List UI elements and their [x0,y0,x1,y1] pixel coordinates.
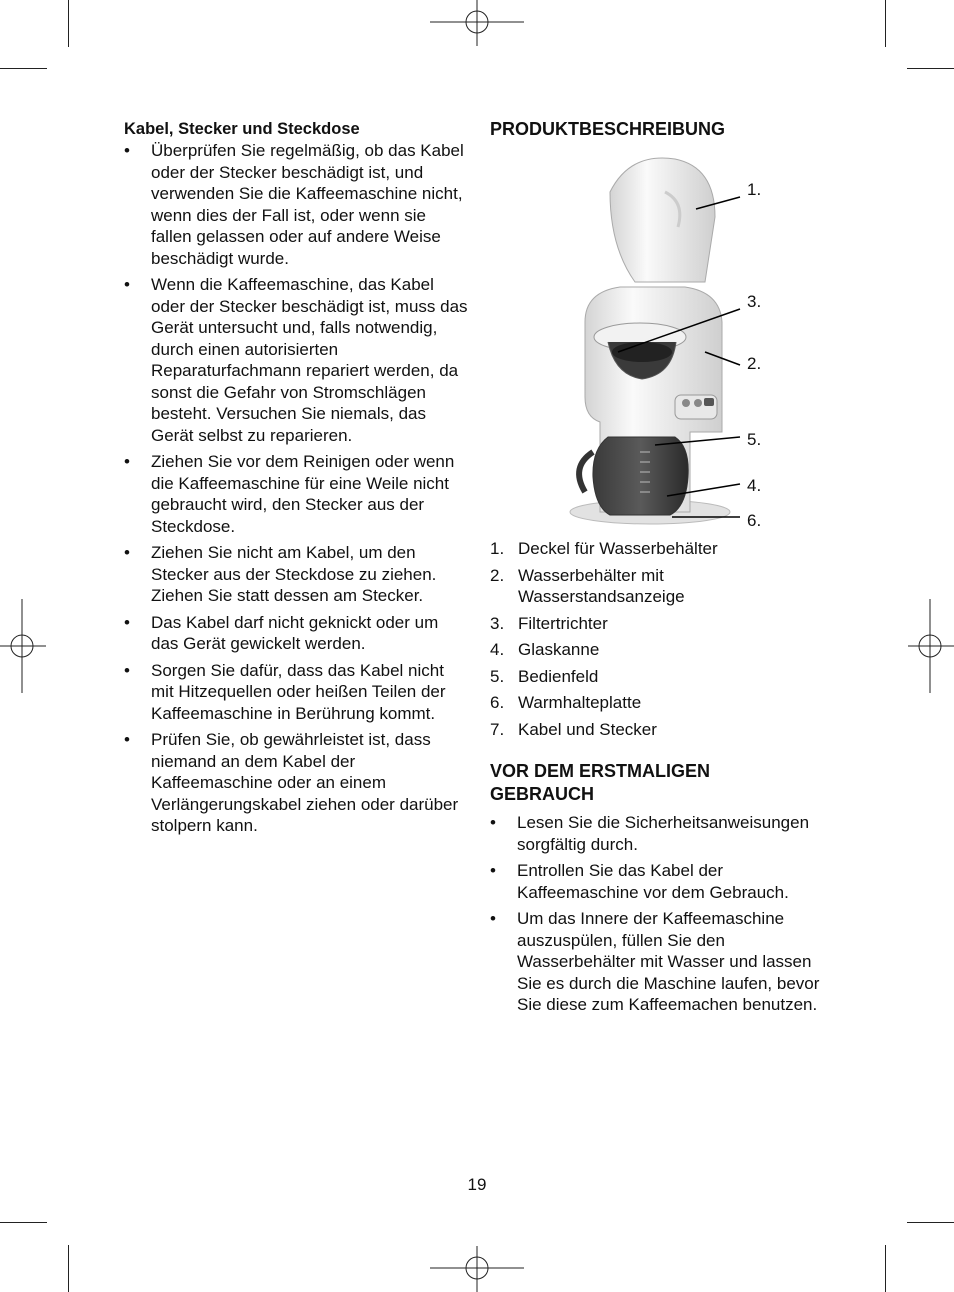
list-item: • Um das Innere der Kaffeemaschine auszuspülen, füllen Sie den Wasserbehälter mit Wasser und lassen Sie es durch die Maschine laufen, bevor Sie diese zum Kaffeemachen benutzen. [490,908,835,1016]
callout-label-6: 6. [747,511,762,530]
list-item: • Wenn die Kaffeemaschine, das Kabel oder der Stecker beschädigt ist, muss das Gerät untersucht und, falls notwendig, durch einen autorisierten Reparaturfachmann repariert werden, da sonst die Gefahr von Stromschlägen besteht. Versuchen Sie niemals, das Gerät selbst zu reparieren. [124,274,469,446]
section-heading-first-use: VOR DEM ERSTMALIGEN GEBRAUCH [490,761,711,804]
list-item: • Überprüfen Sie regelmäßig, ob das Kabel oder der Stecker beschädigt ist, und verwenden Sie die Kaffeemaschine nicht, wenn dies der Fall ist, oder wenn sie fallen gelassen oder auf andere Weise beschädigt wurde. [124,140,469,269]
list-item: 1. Deckel für Wasserbehälter [490,539,718,558]
crop-mark [907,68,954,69]
list-item: 6. Warmhalteplatte [490,693,642,712]
callout-label-4: 4. [747,476,762,495]
list-item: • Ziehen Sie vor dem Reinigen oder wenn die Kaffeemaschine für eine Weile nicht gebraucht wird, den Stecker aus der Steckdose. [124,451,469,537]
crop-mark [68,1245,69,1292]
registration-mark-right [906,599,954,693]
cable-bullet-list [124,140,469,837]
first-use-bullet-list [490,812,835,1016]
page-number: 19 [467,1175,487,1194]
registration-mark-bottom [430,1244,524,1292]
section-heading-product: PRODUKTBESCHREIBUNG [490,119,726,139]
list-item: 5. Bedienfeld [490,666,599,686]
parts-list [490,538,835,740]
section-heading-cable: Kabel, Stecker und Steckdose [124,120,360,138]
callout-label-1: 1. [747,180,762,199]
list-item: • Das Kabel darf nicht geknickt oder um das Gerät gewickelt werden. [124,612,469,655]
list-item: 7. Kabel und Stecker [490,719,657,739]
crop-mark [0,1222,47,1223]
callout-label-5: 5. [747,430,762,449]
list-item: • Prüfen Sie, ob gewährleistet ist, dass niemand an dem Kabel der Kaffeemaschine oder an einem Verlängerungskabel ziehen oder darüber stolpern kann. [124,729,469,837]
coffee-maker-illustration [490,147,835,532]
coffee-maker-diagram [490,147,835,532]
crop-mark [68,0,69,47]
callout-label-3: 3. [747,292,762,311]
list-item: 4. Glaskanne [490,640,600,659]
registration-mark-top [430,0,524,48]
list-item: 3. Filtertrichter [490,613,608,633]
callout-label-2: 2. [747,354,762,373]
right-column [490,118,835,1021]
crop-mark [907,1222,954,1223]
left-column [124,118,469,842]
list-item: 2. Wasserbehälter mit Wasserstandsanzeige [490,565,685,606]
crop-mark [885,0,886,47]
registration-mark-left [0,599,48,693]
list-item: • Entrollen Sie das Kabel der Kaffeemaschine vor dem Gebrauch. [490,860,835,903]
list-item: • Lesen Sie die Sicherheitsanweisungen sorgfältig durch. [490,812,835,855]
list-item: • Sorgen Sie dafür, dass das Kabel nicht mit Hitzequellen oder heißen Teilen der Kaffeemaschine in Berührung kommt. [124,660,469,725]
crop-mark [0,68,47,69]
crop-mark [885,1245,886,1292]
list-item: • Ziehen Sie nicht am Kabel, um den Stecker aus der Steckdose zu ziehen. Ziehen Sie statt dessen am Stecker. [124,542,469,607]
